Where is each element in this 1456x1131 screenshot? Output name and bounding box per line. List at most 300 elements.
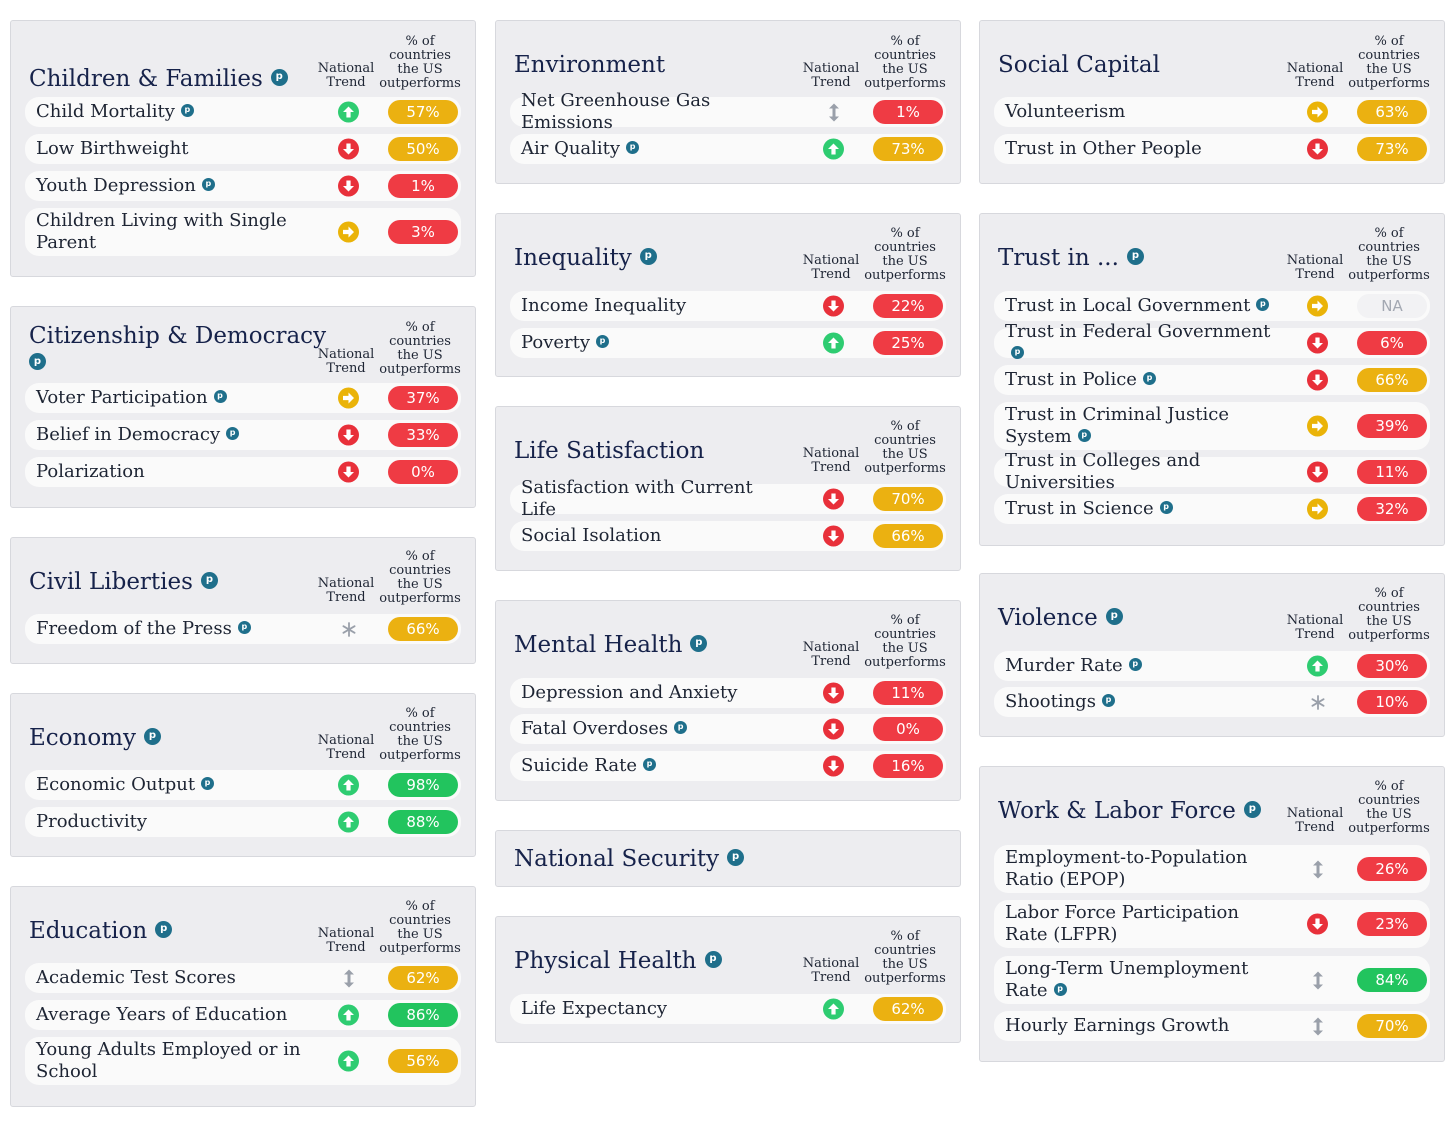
metric-label [1005, 655, 1275, 677]
metric-label-text: Productivity [36, 811, 148, 832]
header-line: countries [1358, 240, 1420, 255]
pct-value-pill: 56% [388, 1049, 458, 1073]
header-line: Trend [326, 940, 366, 955]
metric-label [1005, 958, 1275, 1002]
metric-row[interactable] [994, 97, 1430, 127]
header-line: countries [1358, 600, 1420, 615]
info-p-icon[interactable]: p [1160, 501, 1173, 514]
trend-updown-icon [1307, 1016, 1328, 1037]
pct-outperforms-header [860, 614, 950, 670]
card-national-security [495, 830, 961, 887]
pct-outperforms-header [860, 227, 950, 283]
header-line: outperforms [1348, 268, 1430, 283]
metric-label [1005, 847, 1275, 891]
metric-label-text: Air Quality [521, 138, 621, 159]
info-p-icon[interactable]: p [626, 141, 639, 154]
metric-row[interactable] [25, 807, 461, 837]
pct-value-pill: 70% [873, 487, 943, 511]
metric-label-text: Murder Rate [1005, 655, 1123, 676]
pct-value-pill: 50% [388, 137, 458, 161]
header-line: Trend [1295, 627, 1335, 642]
header-line: the US [882, 447, 928, 462]
metric-label-text: Volunteerism [1005, 101, 1126, 122]
metric-row[interactable] [510, 751, 946, 781]
pct-value-pill: 70% [1357, 1014, 1427, 1038]
header-line: countries [389, 720, 451, 735]
trend-up-icon [823, 139, 844, 160]
info-p-icon[interactable]: p [201, 777, 214, 790]
metric-label-text: Academic Test Scores [36, 967, 236, 988]
trend-down-icon [1307, 333, 1328, 354]
header-line: the US [397, 927, 443, 942]
info-p-icon[interactable]: p [29, 353, 46, 370]
card-title [29, 65, 288, 93]
card-title [998, 797, 1261, 825]
card-education [10, 886, 476, 1107]
card-title-text: Social Capital [998, 52, 1160, 78]
card-title [29, 568, 218, 596]
metric-row[interactable] [25, 420, 461, 450]
trend-up-icon [1307, 656, 1328, 677]
header-line: % of [405, 549, 435, 564]
metric-row[interactable] [994, 687, 1430, 717]
trend-down-icon [338, 462, 359, 483]
metric-label [521, 525, 791, 547]
metric-label-text: Trust in Federal Government [1005, 321, 1271, 342]
metric-label-text: Long-Term Unemployment Rate [1005, 958, 1249, 1001]
header-line: outperforms [1348, 76, 1430, 91]
pct-value-pill: 30% [1357, 654, 1427, 678]
metric-row[interactable] [510, 521, 946, 551]
header-line: countries [874, 433, 936, 448]
header-line: outperforms [379, 941, 461, 956]
header-line: the US [1366, 62, 1412, 77]
metric-label [36, 967, 306, 989]
national-trend-header [311, 62, 381, 90]
info-p-icon[interactable]: p [155, 921, 172, 938]
info-p-icon[interactable]: p [727, 849, 744, 866]
pct-value-pill: 39% [1357, 414, 1427, 438]
pct-value-pill: 66% [1357, 368, 1427, 392]
header-line: countries [874, 240, 936, 255]
header-line: Trend [1295, 820, 1335, 835]
info-p-icon[interactable]: p [705, 951, 722, 968]
pct-outperforms-header [1344, 35, 1434, 91]
metric-row[interactable] [510, 714, 946, 744]
metric-row[interactable] [994, 450, 1430, 493]
metric-label [1005, 691, 1275, 713]
card-title-text: Work & Labor Force [998, 798, 1236, 824]
card-citizenship-and-democracy [10, 306, 476, 508]
header-line: countries [874, 627, 936, 642]
trend-up-icon [338, 102, 359, 123]
header-line: countries [1358, 48, 1420, 63]
metric-label-text: Employment-to-Population Ratio (EPOP) [1005, 847, 1248, 890]
metric-label-text: Freedom of the Press [36, 618, 232, 639]
trend-up-icon [823, 999, 844, 1020]
pct-value-pill: NA [1357, 294, 1427, 318]
info-p-icon[interactable]: p [144, 728, 161, 745]
header-line: outperforms [379, 362, 461, 377]
metric-row[interactable] [25, 383, 461, 413]
header-line: the US [882, 254, 928, 269]
info-p-icon[interactable]: p [1143, 372, 1156, 385]
metric-label-text: Young Adults Employed or in School [36, 1039, 301, 1082]
info-p-icon[interactable]: p [1244, 801, 1261, 818]
metric-label-text: Depression and Anxiety [521, 682, 738, 703]
card-title-text: Mental Health [514, 632, 683, 658]
pct-value-pill: 88% [388, 810, 458, 834]
header-line: outperforms [864, 971, 946, 986]
trend-up-icon [338, 1051, 359, 1072]
metric-label-text: Income Inequality [521, 295, 687, 316]
header-line: the US [1366, 254, 1412, 269]
metric-row[interactable] [994, 402, 1430, 450]
metric-label [36, 424, 306, 446]
metric-label [521, 755, 791, 777]
card-title [514, 631, 707, 659]
metric-label [36, 101, 306, 123]
info-p-icon[interactable]: p [1129, 658, 1142, 671]
card-title-text: Children & Families [29, 66, 263, 92]
info-p-icon[interactable]: p [1078, 429, 1091, 442]
metric-label-text: Trust in Police [1005, 369, 1137, 390]
pct-outperforms-header [860, 35, 950, 91]
card-civil-liberties [10, 537, 476, 664]
header-line: Trend [811, 267, 851, 282]
metric-label [36, 811, 306, 833]
pct-value-pill: 62% [873, 997, 943, 1021]
trend-up-icon [338, 1005, 359, 1026]
trend-updown-icon [823, 102, 844, 123]
metric-label-text: Poverty [521, 332, 591, 353]
card-physical-health [495, 916, 961, 1043]
trend-down-icon [823, 683, 844, 704]
card-title [514, 947, 722, 975]
pct-value-pill: 63% [1357, 100, 1427, 124]
info-p-icon[interactable]: p [238, 621, 251, 634]
metric-label [521, 138, 791, 160]
trend-right-icon [338, 388, 359, 409]
header-line: National [802, 253, 860, 268]
trend-up-icon [338, 775, 359, 796]
metric-label-text: Life Expectancy [521, 998, 668, 1019]
trend-down-icon [338, 139, 359, 160]
card-title [998, 244, 1144, 272]
metric-label [1005, 295, 1275, 317]
header-line: % of [1374, 779, 1404, 794]
pct-value-pill: 11% [873, 681, 943, 705]
card-title [514, 437, 704, 465]
header-line: National [1286, 806, 1344, 821]
trend-asterisk-icon [1307, 692, 1328, 713]
metric-row[interactable] [510, 291, 946, 321]
pct-value-pill: 25% [873, 331, 943, 355]
metric-label-text: Trust in Colleges and Universities [1005, 450, 1201, 493]
metric-label [521, 332, 791, 354]
metric-row[interactable] [510, 994, 946, 1024]
info-p-icon[interactable]: p [1106, 608, 1123, 625]
info-p-icon[interactable]: p [690, 635, 707, 652]
national-trend-header [796, 254, 866, 282]
header-line: the US [397, 62, 443, 77]
header-line: % of [890, 226, 920, 241]
metric-label [36, 175, 306, 197]
pct-outperforms-header [375, 900, 465, 956]
info-p-icon[interactable]: p [202, 178, 215, 191]
pct-outperforms-header [860, 930, 950, 986]
card-title-text: Citizenship & Democracy [29, 323, 327, 349]
metric-row[interactable] [994, 1011, 1430, 1041]
national-trend-header [796, 957, 866, 985]
card-social-capital [979, 20, 1445, 184]
info-p-icon[interactable]: p [674, 721, 687, 734]
header-line: the US [882, 62, 928, 77]
pct-outperforms-header [375, 707, 465, 763]
metric-row[interactable] [994, 365, 1430, 395]
header-line: countries [389, 913, 451, 928]
metric-label [521, 718, 791, 740]
header-line: outperforms [379, 76, 461, 91]
metric-label-text: Average Years of Education [36, 1004, 288, 1025]
pct-value-pill: 0% [388, 460, 458, 484]
metric-row[interactable] [994, 651, 1430, 681]
info-p-icon[interactable]: p [181, 104, 194, 117]
info-p-icon[interactable]: p [1127, 248, 1144, 265]
header-line: Trend [811, 460, 851, 475]
metric-row[interactable] [994, 321, 1430, 358]
metric-row[interactable] [25, 457, 461, 487]
header-line: the US [397, 348, 443, 363]
metric-label-text: Trust in Other People [1005, 138, 1202, 159]
national-trend-header [1280, 62, 1350, 90]
card-title-text: National Security [514, 846, 720, 872]
header-line: Trend [326, 361, 366, 376]
card-title [29, 323, 326, 377]
card-title-text: Physical Health [514, 948, 697, 974]
info-p-icon[interactable]: p [271, 69, 288, 86]
card-life-satisfaction [495, 406, 961, 571]
card-environment [495, 20, 961, 184]
pct-value-pill: 66% [873, 524, 943, 548]
header-line: countries [874, 943, 936, 958]
metric-row[interactable] [25, 1037, 461, 1085]
card-economy [10, 693, 476, 857]
header-line: National [317, 61, 375, 76]
header-line: countries [389, 48, 451, 63]
card-title [514, 51, 665, 79]
national-trend-header [311, 577, 381, 605]
header-line: Trend [1295, 75, 1335, 90]
header-line: Trend [326, 75, 366, 90]
trend-down-icon [338, 176, 359, 197]
header-line: Trend [326, 747, 366, 762]
trend-up-icon [823, 333, 844, 354]
trend-right-icon [1307, 499, 1328, 520]
trend-down-icon [823, 296, 844, 317]
header-line: the US [882, 641, 928, 656]
metric-label [1005, 369, 1275, 391]
pct-value-pill: 62% [388, 966, 458, 990]
metric-row[interactable] [510, 328, 946, 358]
header-line: Trend [811, 75, 851, 90]
header-line: % of [890, 34, 920, 49]
metric-label-text: Trust in Science [1005, 498, 1154, 519]
header-line: outperforms [1348, 821, 1430, 836]
metric-row[interactable] [510, 678, 946, 708]
metric-label [521, 998, 791, 1020]
card-title-text: Environment [514, 52, 666, 78]
metric-row[interactable] [25, 171, 461, 201]
pct-outperforms-header [1344, 587, 1434, 643]
pct-value-pill: 26% [1357, 857, 1427, 881]
header-line: National [802, 956, 860, 971]
card-trust-in [979, 213, 1445, 546]
metric-label-text: Satisfaction with Current Life [521, 477, 753, 520]
card-title-text: Inequality [514, 245, 632, 271]
info-p-icon[interactable]: p [643, 758, 656, 771]
metric-label-text: Social Isolation [521, 525, 662, 546]
metric-row[interactable] [25, 97, 461, 127]
info-p-icon[interactable]: p [596, 335, 609, 348]
header-line: the US [882, 957, 928, 972]
info-p-icon[interactable]: p [1256, 298, 1269, 311]
pct-value-pill: 16% [873, 754, 943, 778]
metric-row[interactable] [25, 770, 461, 800]
card-inequality [495, 213, 961, 377]
metric-label [36, 1039, 306, 1083]
header-line: % of [405, 34, 435, 49]
trend-up-icon [338, 812, 359, 833]
metric-label [1005, 404, 1275, 448]
header-line: outperforms [379, 591, 461, 606]
card-title [29, 724, 161, 752]
metric-label-text: Trust in Criminal Justice System [1005, 404, 1229, 447]
metric-row[interactable] [25, 1000, 461, 1030]
metric-label [1005, 101, 1275, 123]
info-p-icon[interactable]: p [640, 248, 657, 265]
national-trend-header [1280, 614, 1350, 642]
info-p-icon[interactable]: p [214, 390, 227, 403]
header-line: National [1286, 613, 1344, 628]
info-p-icon[interactable]: p [1011, 346, 1024, 359]
pct-value-pill: 10% [1357, 690, 1427, 714]
header-line: National [317, 347, 375, 362]
metric-label-text: Belief in Democracy [36, 424, 221, 445]
pct-value-pill: 86% [388, 1003, 458, 1027]
trend-updown-icon [338, 968, 359, 989]
metric-label [1005, 902, 1275, 946]
metric-row[interactable] [994, 845, 1430, 893]
trend-right-icon [1307, 416, 1328, 437]
header-line: % of [405, 706, 435, 721]
pct-outperforms-header [375, 35, 465, 91]
trend-down-icon [823, 526, 844, 547]
metric-row[interactable] [25, 963, 461, 993]
metric-row[interactable] [510, 90, 946, 133]
trend-down-icon [823, 719, 844, 740]
metric-row[interactable] [994, 291, 1430, 321]
trend-down-icon [1307, 370, 1328, 391]
metric-label [521, 682, 791, 704]
header-line: outperforms [864, 76, 946, 91]
pct-value-pill: 73% [873, 137, 943, 161]
trend-down-icon [823, 489, 844, 510]
pct-outperforms-header [375, 321, 465, 377]
pct-value-pill: 57% [388, 100, 458, 124]
header-line: National [317, 733, 375, 748]
metric-label [1005, 138, 1275, 160]
pct-outperforms-header [1344, 227, 1434, 283]
trend-updown-icon [1307, 859, 1328, 880]
metric-label-text: Suicide Rate [521, 755, 637, 776]
metric-row[interactable] [994, 900, 1430, 948]
metric-row[interactable] [994, 494, 1430, 524]
pct-value-pill: 37% [388, 386, 458, 410]
card-title [514, 244, 657, 272]
info-p-icon[interactable]: p [201, 572, 218, 589]
metric-row[interactable] [510, 134, 946, 164]
card-title-text: Civil Liberties [29, 569, 193, 595]
trend-right-icon [1307, 102, 1328, 123]
pct-outperforms-header [860, 420, 950, 476]
header-line: outperforms [864, 655, 946, 670]
pct-value-pill: 11% [1357, 460, 1427, 484]
info-p-icon[interactable]: p [1102, 694, 1115, 707]
metric-row[interactable] [25, 614, 461, 644]
header-line: outperforms [1348, 628, 1430, 643]
metric-label-text: Fatal Overdoses [521, 718, 669, 739]
card-mental-health [495, 600, 961, 801]
info-p-icon[interactable]: p [226, 427, 239, 440]
metric-label [36, 618, 306, 640]
metric-label-text: Economic Output [36, 774, 196, 795]
trend-right-icon [1307, 296, 1328, 317]
header-line: % of [405, 320, 435, 335]
metric-label [36, 1004, 306, 1026]
pct-value-pill: 23% [1357, 912, 1427, 936]
trend-updown-icon [1307, 970, 1328, 991]
info-p-icon[interactable]: p [1054, 983, 1067, 996]
card-title-text: Violence [998, 605, 1098, 631]
pct-value-pill: 32% [1357, 497, 1427, 521]
header-line: % of [890, 419, 920, 434]
metric-label [36, 774, 306, 796]
metric-label-text: Low Birthweight [36, 138, 189, 159]
header-line: National [802, 446, 860, 461]
metric-row[interactable] [510, 477, 946, 520]
national-trend-header [1280, 807, 1350, 835]
metric-label [36, 461, 306, 483]
header-line: countries [1358, 793, 1420, 808]
header-line: % of [1374, 226, 1404, 241]
header-line: National [1286, 253, 1344, 268]
metric-row[interactable] [25, 208, 461, 256]
metric-row[interactable] [994, 134, 1430, 164]
header-line: countries [874, 48, 936, 63]
header-line: National [317, 926, 375, 941]
header-line: the US [1366, 614, 1412, 629]
header-line: National [1286, 61, 1344, 76]
header-line: Trend [326, 590, 366, 605]
metric-label [1005, 1015, 1275, 1037]
header-line: countries [389, 334, 451, 349]
metric-row[interactable] [25, 134, 461, 164]
metric-label [1005, 321, 1275, 365]
national-trend-header [796, 447, 866, 475]
metric-row[interactable] [994, 956, 1430, 1004]
header-line: outperforms [864, 461, 946, 476]
